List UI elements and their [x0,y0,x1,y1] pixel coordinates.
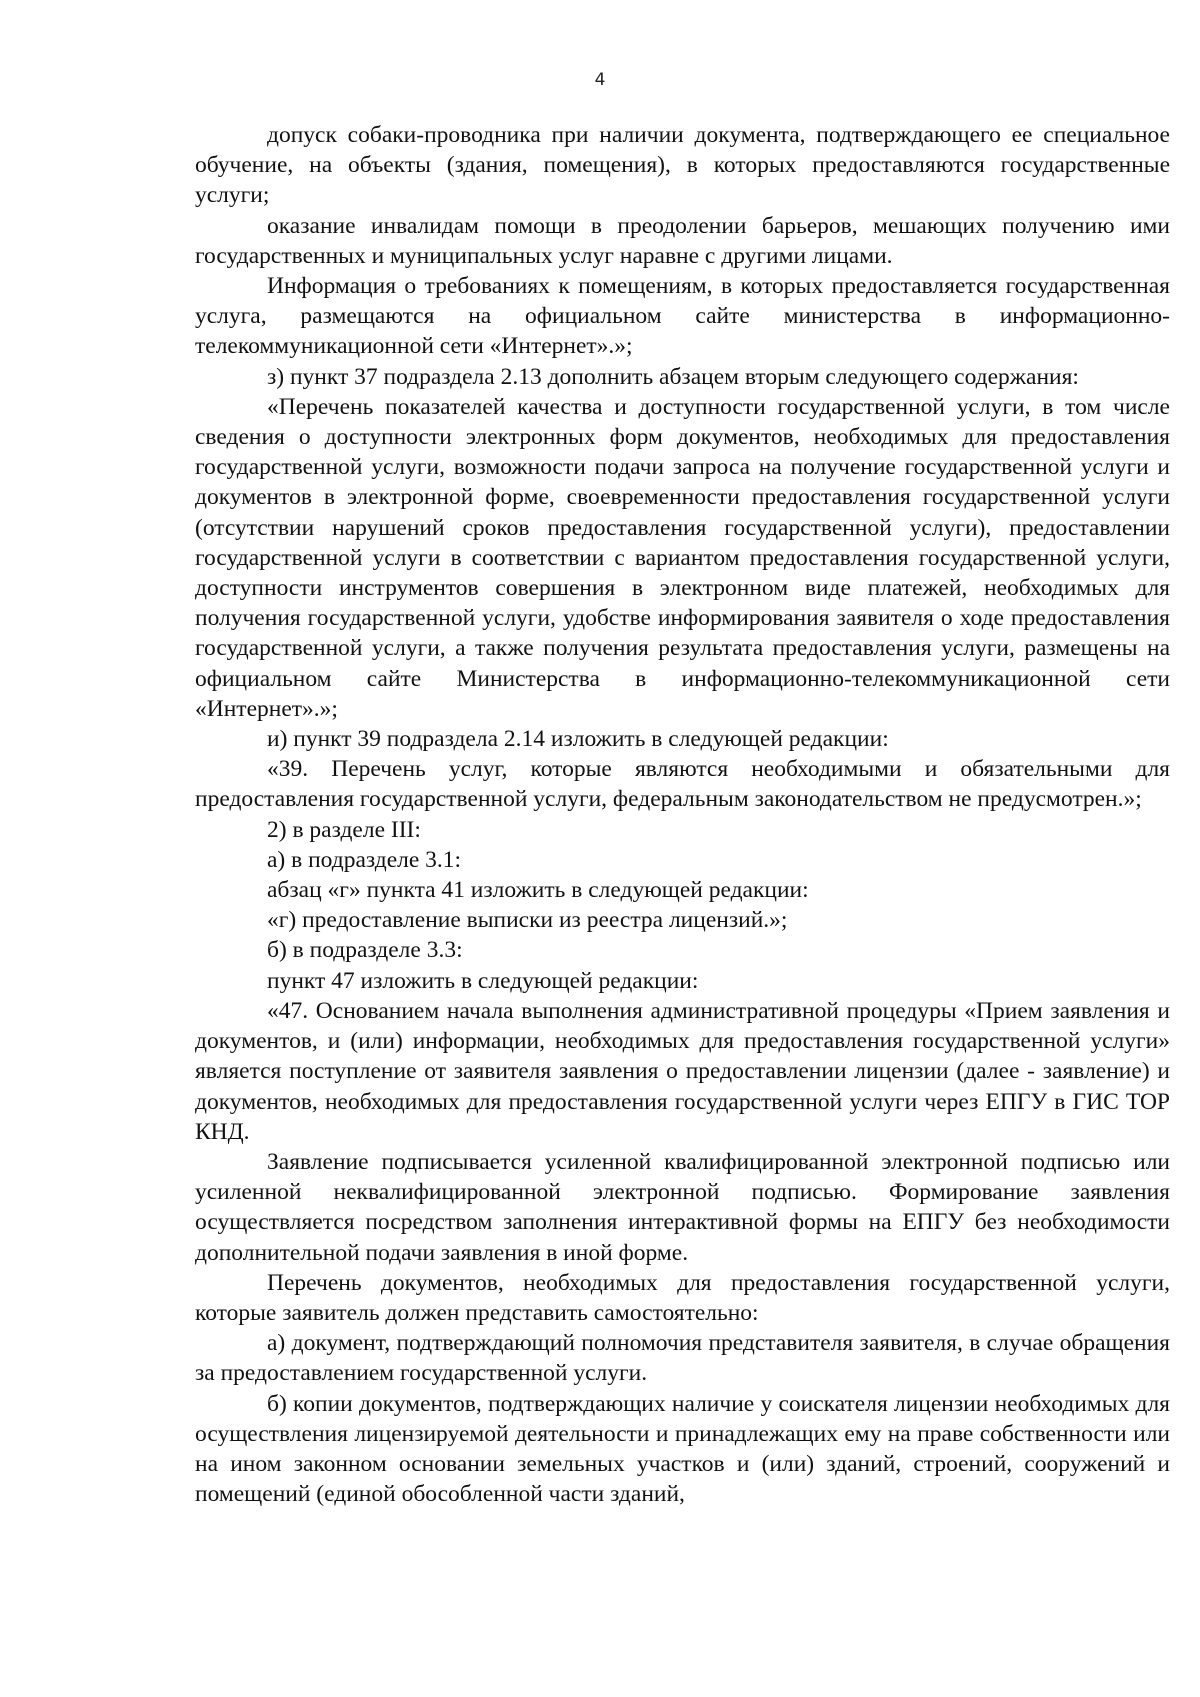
paragraph: б) в подразделе 3.3: [267,937,463,964]
paragraph: абзац «г» пункта 41 изложить в следующей редакции: [267,877,809,904]
paragraph: пункт 47 изложить в следующей редакции: [267,967,699,994]
document-body [195,120,1170,1509]
paragraph: оказание инвалидам помощи в преодолении барьеров, мешающих получению ими государственных и муниципальных услуг наравне с другими лицами. [195,212,1170,269]
page-number: 4 [594,70,606,90]
paragraph: допуск собаки-проводника при наличии документа, подтверждающего ее специальное обучение, на объекты (здания, помещения), в которых предоставляются государственные услуги; [195,122,1170,209]
paragraph: и) пункт 39 подраздела 2.14 изложить в следующей редакции: [267,726,889,753]
paragraph: Заявление подписывается усиленной квалифицированной электронной подписью или усиленной неквалифицированной электронной подписью. Формирование заявления осуществляется посредством заполнения интерактивной формы на ЕПГУ без необходимости дополнительной подачи заявления в иной форме. [195,1148,1170,1266]
paragraph: 2) в разделе III: [267,816,421,843]
paragraph: Перечень документов, необходимых для предоставления государственной услуги, которые заявитель должен представить самостоятельно: [195,1269,1170,1326]
paragraph: з) пункт 37 подраздела 2.13 дополнить абзацем вторым следующего содержания: [267,363,1079,390]
paragraph: «г) предоставление выписки из реестра лицензий.»; [267,907,788,934]
paragraph: «39. Перечень услуг, которые являются необходимыми и обязательными для предоставления государственной услуги, федеральным законодательством не предусмотрен.»; [195,756,1170,813]
paragraph: а) документ, подтверждающий полномочия представителя заявителя, в случае обращения за предоставлением государственной услуги. [195,1330,1170,1387]
paragraph: «47. Основанием начала выполнения административной процедуры «Прием заявления и документов, и (или) информации, необходимых для предоставления государственной услуги» является поступление от заявителя заявления о предоставлении лицензии (далее - заявление) и документов, необходимых для предоставления государственной услуги через ЕПГУ в ГИС ТОР КНД. [195,997,1170,1145]
paragraph: б) копии документов, подтверждающих наличие у соискателя лицензии необходимых для осуществления лицензируемой деятельности и принадлежащих ему на праве собственности или на ином законном основании земельных участков и (или) зданий, строений, сооружений и помещений (единой обособленной части зданий, [195,1390,1170,1508]
paragraph: «Перечень показателей качества и доступности государственной услуги, в том числе сведения о доступности электронных форм документов, необходимых для предоставления государственной услуги, возможности подачи запроса на получение государственной услуги и документов в электронной форме, своевременности предоставления государственной услуги (отсутствии нарушений сроков предоставления государственной услуги), предоставлении государственной услуги в соответствии с вариантом предоставления государственной услуги, доступности инструментов совершения в электронном виде платежей, необходимых для получения государственной услуги, удобстве информирования заявителя о ходе предоставления государственной услуги, а также получения результата предоставления услуги, размещены на официальном сайте Министерства в информационно-телекоммуникационной сети «Интернет».»; [195,393,1170,722]
paragraph: Информация о требованиях к помещениям, в которых предоставляется государственная услуга, размещаются на официальном сайте министерства в информационно-телекоммуникационной сети «Интернет».»; [195,273,1170,360]
paragraph: а) в подразделе 3.1: [267,846,462,873]
